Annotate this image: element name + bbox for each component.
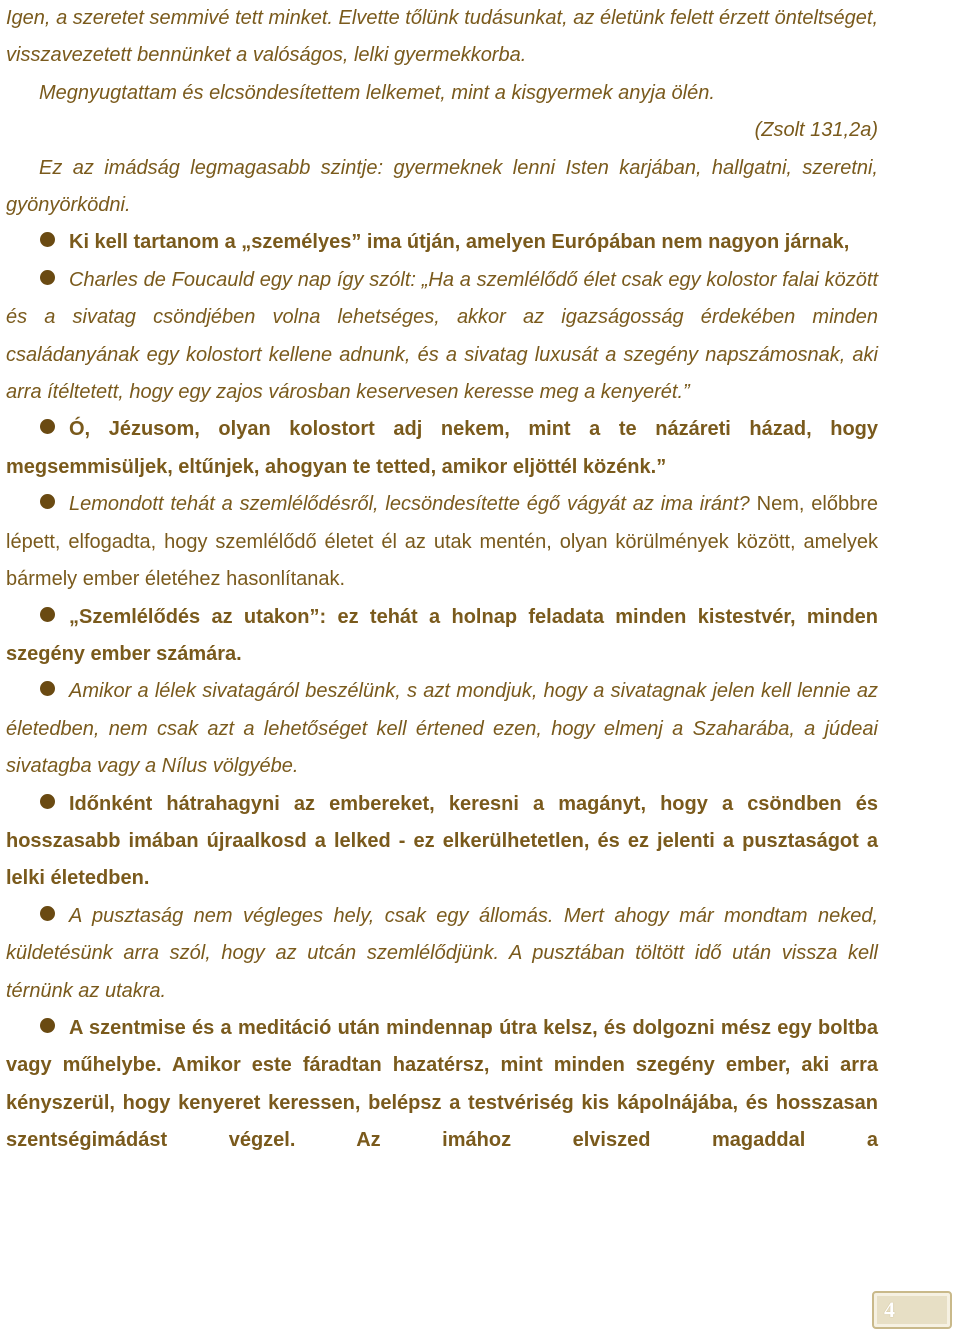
bullet-paragraph-desert-station [6, 898, 878, 1010]
paragraph-text-normal: Nem, előbbre lépett, elfogadta, hogy szemlélődő életet él az utak mentén, olyan körülmények között, amelyek bármely ember életéhez hasonlítanak. [6, 493, 878, 591]
bullet-paragraph-personal-prayer [6, 224, 878, 261]
paragraph-text: „Szemlélődés az utakon”: ez tehát a holnap feladata minden kistestvér, minden szegény ember számára. [6, 605, 878, 665]
bullet-paragraph-renunciation [6, 486, 878, 598]
bullet-icon [40, 1018, 55, 1033]
citation-psalm: (Zsolt 131,2a) [754, 119, 878, 142]
paragraph-text: A szentmise és a meditáció után mindennap útra kelsz, és dolgozni mész egy boltba vagy műhelybe. Amikor este fáradtan hazatérsz, mint minden szegény ember, aki arra kényszerül, hogy kenyeret keressen, belépsz a testvériség kis kápolnájába, és hosszasan szentségimádást végzel. Az imához elviszed magaddal a [6, 1016, 878, 1152]
bullet-icon [40, 794, 55, 809]
paragraph-intro: Igen, a szeretet semmivé tett minket. Elvette tőlünk tudásunkat, az életünk felett érzett önteltséget, visszavezetett bennünket a valóságos, lelki gyermekkorba. [6, 7, 878, 67]
bullet-icon [40, 681, 55, 696]
paragraph-text: Ó, Jézusom, olyan kolostort adj nekem, mint a te názáreti házad, hogy megsemmisüljek, eltűnjek, ahogyan te tetted, amikor eljöttél közénk.” [6, 418, 878, 478]
bullet-paragraph-contemplation-roads [6, 599, 878, 674]
bullet-paragraph-foucauld [6, 262, 878, 412]
bullet-paragraph-nazareth [6, 411, 878, 486]
bullet-icon [40, 270, 55, 285]
bullet-icon [40, 906, 55, 921]
paragraph-text-italic: Lemondott tehát a szemlélődésről, lecsöndesítette égő vágyát az ima iránt? [69, 493, 750, 516]
bullet-icon [40, 232, 55, 247]
paragraph-text: A pusztaság nem végleges hely, csak egy állomás. Mert ahogy már mondtam neked, küldetésünk arra szól, hogy az utcán szemlélődjünk. A pusztában töltött idő után vissza kell térnünk az utakra. [6, 904, 878, 1002]
bullet-icon [40, 607, 55, 622]
paragraph-text: Ki kell tartanom a „személyes” ima útján, amelyen Európában nem nagyon járnak, [69, 231, 850, 254]
page-number: 4 [884, 1297, 895, 1322]
bullet-icon [40, 494, 55, 509]
bullet-icon [40, 419, 55, 434]
bullet-paragraph-solitude [6, 786, 878, 898]
page-number-badge [872, 1291, 952, 1329]
document-body [6, 0, 878, 1160]
paragraph-text: Időnként hátrahagyni az embereket, keresni a magányt, hogy a csöndben és hosszasabb imában újraalkosd a lelked - ez elkerülhetetlen, és ez jelenti a pusztaságot a lelki életedben. [6, 792, 878, 890]
paragraph-text: Charles de Foucauld egy nap így szólt: „Ha a szemlélődő élet csak egy kolostor falai között és a sivatag csöndjében volna lehetséges, akkor az igazságosság érdekében minden családanyának egy kolostort kellene adnunk, és a sivatag luxusát a szegény napszámosnak, aki arra ítéltetett, hogy egy zajos városban keservesen keresse meg a kenyerét.” [6, 268, 878, 404]
paragraph-prayer-level: Ez az imádság legmagasabb szintje: gyermeknek lenni Isten karjában, hallgatni, szeretni, gyönyörködni. [6, 156, 878, 217]
bullet-paragraph-daily-mass [6, 1010, 878, 1160]
paragraph-text: Amikor a lélek sivatagáról beszélünk, s azt mondjuk, hogy a sivatagnak jelen kell lennie az életedben, nem csak azt a lehetőséget kell értened ezen, hogy elmenj a Szaharába, a júdeai sivatagba vagy a Nílus völgyébe. [6, 680, 878, 778]
bullet-paragraph-desert-soul [6, 673, 878, 785]
paragraph-psalm-quote: Megnyugtattam és elcsöndesítettem lelkemet, mint a kisgyermek anyja ölén. [39, 81, 715, 104]
